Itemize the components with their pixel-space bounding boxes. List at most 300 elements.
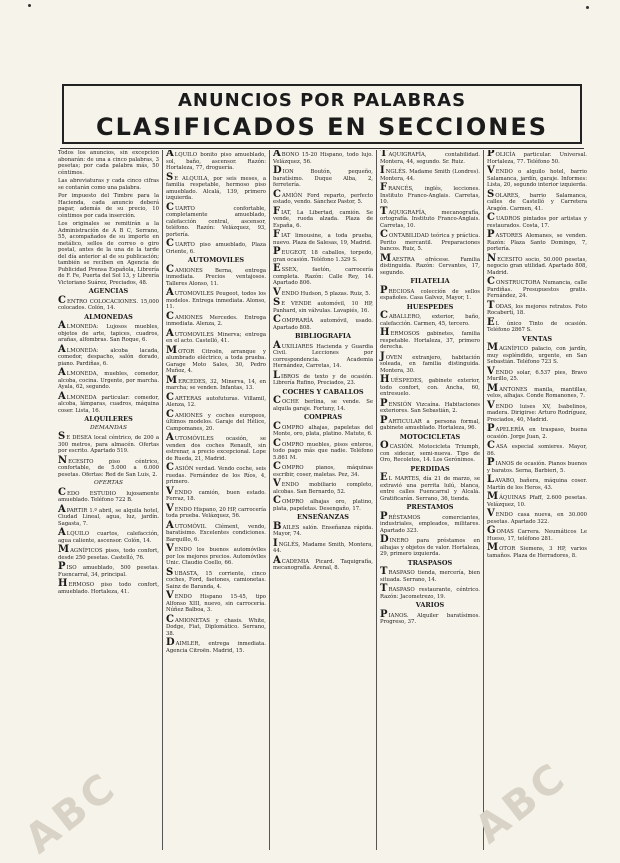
- ad-text: AGNÍFICOS pisos, todo confort, desde 250 pesetas. Castelló, 76.: [58, 548, 159, 561]
- ad-initial-letter: L: [273, 369, 281, 381]
- ad-text: IANOS. Alquiler baratísimos. Progreso, 37.: [380, 612, 480, 625]
- classified-ad: [58, 503, 159, 528]
- ad-initial-letter: C: [166, 613, 174, 625]
- ad-text: ENDO camión, buen estado. Ferraz, 18.: [166, 489, 266, 502]
- ad-initial-letter: C: [166, 408, 174, 420]
- classified-ad: [58, 322, 159, 344]
- subsection-heading: DEMANDAS: [90, 424, 127, 431]
- ad-initial-letter: A: [166, 150, 174, 159]
- ad-initial-letter: H: [58, 578, 68, 589]
- ad-initial-letter: C: [58, 486, 66, 498]
- ad-text: EDO ESTUDIO lujosamente amueblado. Teléfono 722 B.: [58, 490, 159, 503]
- ad-text: LQUILO cuartos, calefacción, agua caliente, ascensor. Colón, 14.: [58, 531, 159, 544]
- section-heading: TRASPASOS: [407, 558, 453, 567]
- classified-ad: [273, 520, 373, 538]
- ad-text: ECESITO socio, 50.000 pesetas, negocio gran utilidad. Apartado 808, Madrid.: [487, 256, 587, 276]
- ad-text: IAT limousine, a toda prueba, nuevo. Plaza de Salesas, 19, Madrid.: [273, 233, 373, 246]
- ad-initial-letter: V: [487, 399, 495, 411]
- ad-text: LMONEDA: alcoba lacada, comedor, despacho, salón dorado, piano. Pardiñas, 6.: [58, 347, 159, 367]
- ad-text: LQUILO bonito piso amueblado, sol, baño, ascensor. Razón: Hortaleza, 77, droguería.: [166, 152, 266, 171]
- classified-ad: [273, 299, 373, 314]
- ad-text: INERO para préstamos en alhajas y objetos de valor. Hortaleza, 29, primero izquierda.: [380, 538, 480, 557]
- ink-dot: [28, 4, 31, 7]
- classified-ad: [273, 554, 373, 572]
- abc-watermark: ABC: [466, 753, 577, 853]
- classified-ad: [380, 252, 480, 277]
- classified-ad: [273, 339, 373, 370]
- classified-ad: [58, 580, 159, 595]
- classified-ad: [487, 231, 587, 253]
- ad-text: NGLÉS, Madame Smith, Montera, 44.: [273, 541, 373, 554]
- ad-text: UXILIARES Hacienda y Guardia Civil. Lecciones por correspondencia. Academia Hernández, Carretas, 14.: [273, 343, 373, 369]
- ad-initial-letter: A: [273, 339, 281, 351]
- classified-ad: [487, 442, 587, 457]
- ad-initial-letter: T: [380, 205, 388, 217]
- ad-initial-letter: C: [166, 391, 174, 403]
- classified-ad: [166, 171, 266, 202]
- ad-text: AMIÓN Ford reparto, perfecto estado, vendo. Sánchez Pastor, 5.: [273, 192, 373, 205]
- ad-text: L MARTES, día 21 de marzo, se extravió una perrita lulú, blanca, entre calles Fuencarral y Alcalá. Gratificarán. Serrano, 36, tienda.: [380, 476, 480, 502]
- notice-paragraph: Por impuesto del Timbre para la Hacienda, cada anuncio deberá pagar, además de su precio, 10 céntimos por cada inserción.: [58, 193, 159, 219]
- section-heading: AUTOMOVILES: [187, 256, 245, 264]
- ad-text: ENDO Hispano 15-45, tipo Alfonso XIII, nuevo, sin carrocería. Núñez Balboa, 3.: [166, 594, 266, 613]
- ad-text: ASTORES Alemanes, se venden. Razón: Plaza Santo Domingo, 7, portería.: [487, 233, 587, 252]
- classified-ad: [166, 344, 266, 375]
- ad-initial-letter: F: [273, 229, 281, 240]
- ad-initial-letter: I: [273, 537, 278, 549]
- ad-text: ÁQUINAS Pfaff, 2.600 pesetas. Velázquez, 10.: [487, 495, 587, 508]
- classified-ad: [380, 414, 480, 432]
- ad-initial-letter: A: [273, 150, 281, 159]
- column-5: [483, 150, 590, 850]
- ad-initial-letter: A: [58, 503, 66, 515]
- ad-text: E VENDE automóvil, 10 HP, Panhard, sin válvulas. Lavapiés, 16.: [273, 301, 373, 314]
- ad-text: AIMLER, entrega inmediata. Agencia Citroën. Madrid, 15.: [166, 641, 266, 654]
- ad-initial-letter: V: [487, 508, 495, 519]
- classified-ad: [273, 265, 373, 287]
- ad-initial-letter: J: [380, 350, 385, 362]
- classified-ad: [487, 476, 587, 491]
- section-heading: FILATELIA: [410, 277, 450, 285]
- ad-text: ENDO o alquilo hotel, barrio Salamanca, jardín, garaje. Informes: Lista, 20, segundo interior izquierda.: [487, 169, 587, 188]
- classified-ad: [58, 390, 159, 415]
- classified-ad: [487, 344, 587, 366]
- ad-initial-letter: H: [380, 327, 390, 338]
- section-heading: ENSEÑANZAS: [297, 513, 349, 521]
- classified-ad: [273, 231, 373, 246]
- ad-text: ENDO los buenos automóviles por los mejores precios. Automóviles Unic. Claudio Coello, 66.: [166, 547, 266, 566]
- ad-initial-letter: N: [58, 454, 68, 466]
- ad-initial-letter: C: [380, 229, 388, 240]
- classified-ad: [166, 240, 266, 255]
- classified-ad: [487, 214, 587, 229]
- ad-initial-letter: T: [380, 150, 388, 159]
- classified-ad: [166, 408, 266, 433]
- ad-text: RASPASO restaurante, céntrico. Razón: Jacometrezo, 19.: [380, 587, 480, 600]
- ad-initial-letter: V: [487, 165, 495, 176]
- ad-initial-letter: C: [487, 212, 495, 223]
- classified-ad: [273, 188, 373, 206]
- classified-ad: [166, 613, 266, 638]
- section-heading: VENTAS: [521, 334, 553, 343]
- ad-initial-letter: C: [380, 310, 388, 321]
- ad-text: OMPRO alhajas, papeletas del Monte, oro, plata, platino. Matute, 6.: [273, 424, 373, 437]
- ad-initial-letter: M: [380, 252, 392, 264]
- classified-ad: [273, 537, 373, 555]
- ad-text: RANCÉS, inglés, lecciones. Instituto Franco-Anglais. Carretas, 10.: [380, 186, 480, 205]
- ad-initial-letter: C: [273, 395, 281, 406]
- ad-initial-letter: E: [273, 263, 281, 274]
- classified-ad: [487, 544, 587, 559]
- ad-initial-letter: I: [380, 165, 385, 176]
- ad-text: AQUIGRAFÍA, contabilidad. Montera, 44, segundo. Sr. Ruiz.: [380, 152, 480, 165]
- ad-text: ARTICULAR a persona formal, gabinete amueblado. Hortaleza, 96.: [380, 418, 480, 431]
- ad-initial-letter: F: [273, 205, 281, 217]
- ad-initial-letter: S: [166, 171, 174, 183]
- classified-ad: [273, 420, 373, 438]
- ad-initial-letter: P: [273, 246, 281, 257]
- ad-initial-letter: V: [273, 478, 281, 489]
- classified-ad: [166, 289, 266, 311]
- ad-text: ERMOSOS gabinetes, familia respetable. Hortaleza, 37, primero derecha.: [380, 331, 480, 350]
- ad-text: UARTO confortable, completamente amueblado, calefacción central, ascensor, teléfono. Razón: Velázquez, 93, portería.: [166, 205, 266, 238]
- ad-initial-letter: F: [380, 182, 388, 193]
- ad-initial-letter: C: [166, 238, 174, 249]
- ad-initial-letter: C: [273, 420, 281, 432]
- ad-initial-letter: C: [166, 263, 174, 275]
- classified-ad: [273, 497, 373, 512]
- abc-watermark: ABC: [16, 763, 127, 863]
- classified-ad: [58, 563, 159, 578]
- ad-initial-letter: A: [58, 343, 66, 355]
- ad-text: ANTONES manila, mantillas, velos, alhajas. Conde Romanones, 7.: [487, 386, 587, 399]
- ad-initial-letter: C: [166, 201, 174, 213]
- classified-ad: [487, 252, 587, 277]
- subsection-heading: OFERTAS: [94, 480, 123, 486]
- divider: [60, 148, 584, 149]
- banner-title: ANUNCIOS POR PALABRAS: [177, 90, 467, 111]
- ad-initial-letter: H: [380, 374, 390, 385]
- ad-text: AILES salón. Enseñanza rápida. Mayor, 74.: [273, 524, 373, 537]
- classified-ad: [58, 433, 159, 455]
- classified-ad: [380, 474, 480, 502]
- classified-ad: [166, 327, 266, 345]
- ad-text: UTOMÓVIL Clément, vendo, baratísimo. Excelentes condiciones. Barquillo, 6.: [166, 523, 266, 543]
- ad-initial-letter: A: [58, 320, 66, 331]
- ad-text: OMPRO pianos, máquinas escribir, coser, maletas. Pez, 34.: [273, 465, 373, 478]
- notice-paragraph: Los originales se remitirán a la Administración de A B C, Serrano, 55, acompañados de su importe en metálico, sellos de correo o giro postal, antes de la una de la tarde del día anterior al de su publicación; también se reciben en Agencia de Publicidad Prensa Española, Librería de F. Fe, Puerta del Sol 13, y Librería Victoriano Suárez, Preciados, 48.: [58, 221, 159, 286]
- ad-text: UBASTA, 15 corriente, cinco coches, Ford, faetones, camionetas. Sainz de Baranda, 4.: [166, 570, 266, 590]
- ad-text: ENDO Hispano, 20 HP, carrocería toda prueba. Velázquez, 56.: [166, 506, 266, 519]
- classified-ad: [487, 493, 587, 508]
- column-1: [55, 150, 162, 850]
- section-heading: ALQUILERES: [84, 415, 133, 423]
- classified-ad: [487, 365, 587, 383]
- ad-text: UADROS pintados por artistas y restaurados. Costa, 17.: [487, 216, 587, 229]
- ad-initial-letter: A: [58, 390, 66, 402]
- ad-text: OVEN extranjero, habitación soleada, en familia distinguida. Montera, 30.: [380, 354, 480, 374]
- ad-initial-letter: M: [487, 342, 499, 353]
- ad-text: ENDO luises XV, Isabelinos, madera. Dirigirse: Arturo Rodríguez, Preciados, 40, Madrid.: [487, 403, 587, 423]
- ad-text: LMONEDA particular: comedor, alcoba, lámparas, cuadros, máquina coser. Lista, 16.: [58, 394, 159, 414]
- ad-initial-letter: M: [487, 491, 499, 502]
- ad-text: OTOR Citroën, arranque y alumbrado eléctrico, a toda prueba. Garage Moto Sales, 30, Pedro Muñoz, 4.: [166, 348, 266, 374]
- ad-text: OMPRO alhajas oro, platino, plata, papeletas. Desengaño, 17.: [273, 499, 373, 512]
- ad-initial-letter: P: [487, 150, 495, 159]
- classified-ad: [380, 184, 480, 206]
- section-heading: COCHES Y CABALLOS: [282, 387, 364, 396]
- ad-text: ONTABILIDAD teórica y práctica. Perito mercantil. Preparaciones bancos. Ruiz, 5.: [380, 233, 480, 252]
- banner-subtitle: CLASIFICADOS EN SECCIONES: [95, 113, 548, 141]
- ad-text: OLICÍA particular. Universal. Hortaleza, 77. Teléfono 50.: [487, 152, 587, 165]
- classified-ad: [487, 167, 587, 189]
- section-heading: PERDIDAS: [410, 464, 450, 473]
- ad-initial-letter: S: [166, 566, 174, 578]
- classified-ad: [273, 316, 373, 331]
- classified-ad: [273, 150, 373, 165]
- classified-ad: [487, 278, 587, 300]
- classified-ad: [380, 536, 480, 558]
- ad-initial-letter: V: [166, 543, 174, 554]
- classified-ad: [487, 188, 587, 213]
- column-4: [376, 150, 483, 850]
- ad-text: OCHE berlina, se vende. Se alquila garaje. Fortuny, 14.: [273, 399, 373, 412]
- classified-ad: [58, 486, 159, 504]
- ad-initial-letter: V: [487, 365, 495, 377]
- ad-text: LMONEDA: Lujosos muebles, objetos de arte, tapices, cuadros, arañas, alfombras. San Roque, 6.: [58, 324, 159, 343]
- ad-text: E ALQUILA, por seis meses, a familia respetable, hermoso piso amueblado. Alcalá, 139, primero izquierda.: [166, 175, 266, 201]
- ad-text: OTOR Siemens, 3 HP, varios tamaños. Plaza de Herradores, 8.: [487, 546, 587, 559]
- classified-ad: [273, 205, 373, 230]
- ad-initial-letter: S: [58, 431, 66, 442]
- ad-text: ECESITO piso céntrico, confortable, de 5.000 a 6.000 pesetas. Ofertas: Red de San Luis, 2.: [58, 458, 159, 478]
- section-heading: ALMONEDAS: [84, 312, 133, 321]
- ad-initial-letter: A: [166, 432, 174, 443]
- ad-text: AMIONES y coches europeos, últimos modelos. Garaje del Hélice, Campomanes, 20.: [166, 412, 266, 432]
- ad-text: BONO 15-20 Hispano, todo lujo. Velázquez, 56.: [273, 152, 373, 165]
- classifieds-banner: [62, 84, 582, 144]
- section-heading: MOTOCICLETAS: [399, 432, 461, 441]
- classified-ad: [273, 248, 373, 263]
- ad-initial-letter: V: [273, 286, 281, 298]
- ad-initial-letter: P: [380, 608, 388, 620]
- ad-text: SSEX, faetón, carrocería completa. Razón: Calle Rey, 14. Apartado 806.: [273, 267, 373, 286]
- ad-initial-letter: V: [166, 590, 174, 601]
- ad-initial-letter: V: [166, 485, 174, 497]
- ad-initial-letter: V: [166, 502, 174, 514]
- ad-text: CADEMIA Picard. Taquigrafía, mecanografía. Arenal, 8.: [273, 558, 373, 571]
- ad-text: OLARES, barrio Salamanca, calles de Castelló y Carretera Aragón. Carmen, 41.: [487, 192, 587, 212]
- ad-text: AVABO, bañera, máquina coser. Martín de los Heros, 43.: [487, 478, 587, 491]
- ad-text: UÉSPEDES, gabinete exterior, todo confort, con. Ancha, 60, entresuelo.: [380, 378, 480, 397]
- ad-text: UTOMOVILES Minerva; entrega en el acto. Castelló, 41.: [166, 331, 266, 344]
- classified-ad: [380, 442, 480, 464]
- ad-text: OMPRARÍA automóvil, usado. Apartado 808.: [273, 318, 373, 331]
- classified-ad: [273, 167, 373, 189]
- ad-initial-letter: A: [58, 527, 66, 538]
- ad-initial-letter: L: [487, 474, 495, 485]
- ad-text: AMIONES Mercedes. Entrega inmediata. Alenza, 2.: [166, 314, 266, 327]
- classified-ad: [166, 464, 266, 486]
- ad-initial-letter: D: [273, 165, 282, 176]
- ad-text: AMIONETAS y chasis. White, Dodge, Fiat, Diplomático. Serrano, 38.: [166, 617, 266, 637]
- column-2: [162, 150, 269, 850]
- ad-initial-letter: C: [273, 314, 281, 325]
- ad-text: AMIONES Berna, entrega inmediata. Precios ventajosos. Talleres Alonso, 11.: [166, 267, 266, 287]
- ad-initial-letter: P: [380, 284, 388, 296]
- ad-initial-letter: T: [380, 583, 388, 594]
- ad-initial-letter: O: [380, 440, 389, 451]
- ad-initial-letter: C: [166, 310, 174, 322]
- ad-text: APELERÍA en traspaso, buena ocasión. Jorge Juan, 2.: [487, 427, 587, 440]
- ad-text: IBROS de texto y de ocasión. Librería Rufino, Preciados, 23.: [273, 373, 373, 386]
- classified-ad: [380, 510, 480, 535]
- classified-ad: [166, 519, 266, 544]
- classified-ad: [166, 201, 266, 239]
- ad-text: ISO amueblado, 500 pesetas. Fuencarral, 34, principal.: [58, 565, 159, 578]
- ad-text: CASIÓN. Motocicleta Triumph, con sidecar, semi-nueva. Tipo de Oro, Recoletos, 14. Los Gerónimos.: [380, 444, 480, 463]
- classified-ad: [273, 286, 373, 298]
- ad-text: UARTO piso amueblado, Plaza Oriente, 6.: [166, 242, 266, 255]
- ad-text: E DESEA local céntrico, de 200 a 300 metros, para almacén. Ofertas por escrito. Apartado 519.: [58, 435, 159, 454]
- ad-initial-letter: P: [487, 229, 495, 240]
- ad-text: NGLÉS. Madame Smith (Londres). Montera, 44.: [380, 169, 480, 182]
- ad-initial-letter: B: [273, 520, 282, 532]
- section-heading: VARIOS: [415, 601, 445, 609]
- ad-text: ONSTRUCTORA Numancia, calle Pardiñas. Presupuestos gratis. Fernández, 24.: [487, 280, 587, 299]
- ad-text: UTOMÓVILES ocasión, se venden dos coches Renault, sin estrenar, a precio excepcional. Lope de Rueda, 21, Madrid.: [166, 436, 266, 462]
- classified-ad: [487, 299, 587, 317]
- ad-initial-letter: A: [166, 287, 174, 298]
- ad-initial-letter: P: [380, 397, 388, 409]
- ad-initial-letter: P: [380, 510, 388, 522]
- section-heading: AGENCIAS: [88, 287, 129, 295]
- ad-text: AQUIGRAFÍA, mecanografía, ortografía. Instituto Franco-Anglais. Carretas, 10.: [380, 209, 480, 229]
- classified-ad: [487, 510, 587, 525]
- ad-initial-letter: A: [273, 554, 281, 566]
- ad-text: ENDO casa nueva, en 30.000 pesetas. Apartado 322.: [487, 512, 587, 525]
- ad-text: ENTRO COLOCACIONES. 15,000 colocados. Colón, 14.: [58, 298, 159, 311]
- ad-initial-letter: C: [273, 188, 281, 200]
- ad-text: RECIOSA colección de sellos españoles. Casa Galvez, Mayor, 1.: [380, 288, 480, 301]
- ink-dot: [586, 6, 589, 9]
- classified-ad: [380, 608, 480, 626]
- classified-ad: [380, 205, 480, 230]
- ad-initial-letter: C: [273, 437, 281, 449]
- classified-ad: [380, 284, 480, 302]
- classified-ad: [58, 454, 159, 479]
- classified-ad: [380, 397, 480, 415]
- ad-text: ERCEDES, 32, Minerva, 14, en marcha; se venden. Infantas, 13.: [166, 378, 266, 391]
- classified-ad: [58, 529, 159, 544]
- ad-initial-letter: E: [487, 316, 495, 328]
- ad-initial-letter: G: [487, 525, 496, 536]
- classified-ad: [273, 437, 373, 462]
- classified-ad: [380, 312, 480, 327]
- ad-initial-letter: C: [487, 440, 495, 451]
- ad-initial-letter: M: [166, 344, 178, 356]
- column-3: [269, 150, 376, 850]
- ad-initial-letter: P: [487, 423, 495, 434]
- classified-ad: [166, 502, 266, 520]
- classified-ad: [487, 382, 587, 400]
- classified-ad: [380, 350, 480, 375]
- classified-ad: [380, 167, 480, 182]
- classified-ad: [166, 434, 266, 462]
- ad-initial-letter: N: [487, 252, 497, 264]
- ad-text: UTOMOVILES Peugeot, todos los modelos. Entrega inmediata. Alonso, 11.: [166, 291, 266, 310]
- ad-text: ERMOSO piso todo confort, amueblado. Hortaleza, 41.: [58, 582, 159, 595]
- ad-initial-letter: T: [487, 299, 495, 311]
- ad-text: ABALLERO, exterior, baño, calefacción. Carmen, 45, tercero.: [380, 314, 480, 327]
- ad-initial-letter: M: [166, 374, 178, 386]
- classified-ad: [166, 639, 266, 654]
- classified-ad: [166, 566, 266, 591]
- classified-ad: [380, 568, 480, 583]
- ad-initial-letter: M: [58, 544, 70, 555]
- ad-initial-letter: M: [487, 542, 499, 553]
- ad-initial-letter: C: [273, 461, 281, 472]
- ad-text: RASPASO tienda, mercería, bien situada. Serrano, 14.: [380, 570, 480, 583]
- classified-ad: [273, 480, 373, 495]
- classified-ad: [166, 263, 266, 288]
- ad-initial-letter: E: [380, 472, 388, 483]
- ad-initial-letter: P: [487, 457, 495, 468]
- ad-text: ASA especial somieres. Mayor, 86.: [487, 444, 587, 457]
- classified-ad: [166, 545, 266, 567]
- ad-initial-letter: P: [380, 414, 388, 426]
- classified-ad: [487, 399, 587, 424]
- notice-paragraph: Las abreviaturas y cada cinco cifras se contarán como una palabra.: [58, 178, 159, 191]
- ad-text: ENSIÓN Vizcaína. Habitaciones exteriores. San Sebastián, 2.: [380, 401, 480, 414]
- classified-ad: [487, 150, 587, 165]
- ad-text: RÉSTAMOS comerciantes, industriales, empleados, militares. Apartado 323.: [380, 514, 480, 534]
- ad-text: AGNÍFICO palacio, con jardín, muy espléndido, urgente, en San Sebastián. Teléfono 723 S.: [487, 346, 587, 365]
- classified-ad: [273, 369, 373, 387]
- ad-text: ASIÓN verdad. Vendo coche, seis ruedas. Fernández de los Ríos, 4, primero.: [166, 466, 266, 485]
- classified-ad: [380, 329, 480, 351]
- ad-initial-letter: D: [380, 534, 389, 545]
- classified-ad: [273, 463, 373, 478]
- classified-ad: [380, 585, 480, 600]
- ad-text: OMAS Carrera. Neumáticos Le Hueso, 17, teléfono 281.: [487, 529, 587, 542]
- classified-ad: [58, 546, 159, 561]
- ad-initial-letter: C: [487, 276, 495, 287]
- ad-text: PARTIR 1.º abril, se alquila hotel, Ciudad Lineal, agua, luz, jardín. Sagasta, 7.: [58, 507, 159, 527]
- classified-ad: [166, 150, 266, 172]
- classified-ad: [380, 231, 480, 253]
- classified-ad: [487, 425, 587, 440]
- classified-ad: [166, 391, 266, 409]
- notice-paragraph: Todos los anuncios, sin excepción abonarán: de una a cinco palabras, 3 pesetas; por cada palabra más, 50 céntimos.: [58, 150, 159, 176]
- classified-ad: [58, 343, 159, 368]
- classified-ad: [166, 592, 266, 614]
- classified-ad: [166, 374, 266, 392]
- classified-ad: [487, 316, 587, 334]
- ad-text: ENDO solar, 6.537 pies, Bravo Murillo, 25.: [487, 369, 587, 382]
- ad-text: IANOS de ocasión. Pianos buenos y baratos. Serna, Barbieri, 5.: [487, 461, 587, 474]
- ad-initial-letter: A: [166, 327, 174, 339]
- ad-initial-letter: C: [58, 294, 66, 306]
- ad-text: AESTRA ofrécese. Familia distinguida. Razón: Cervantes, 17, segundo.: [380, 256, 480, 276]
- ad-initial-letter: D: [166, 637, 175, 648]
- ad-initial-letter: A: [58, 367, 66, 378]
- ad-text: ARTERAS autofuturas. Villamil, Alenza, 12.: [166, 395, 266, 408]
- ad-initial-letter: C: [273, 495, 281, 506]
- ad-initial-letter: T: [380, 566, 388, 577]
- ad-text: ENDO mobiliario completo, alcobas. San Bernardo, 52.: [273, 482, 373, 495]
- ad-text: IAT, La Libertad, camión. Se vende, rueda alzada. Plaza de España, 6.: [273, 209, 373, 229]
